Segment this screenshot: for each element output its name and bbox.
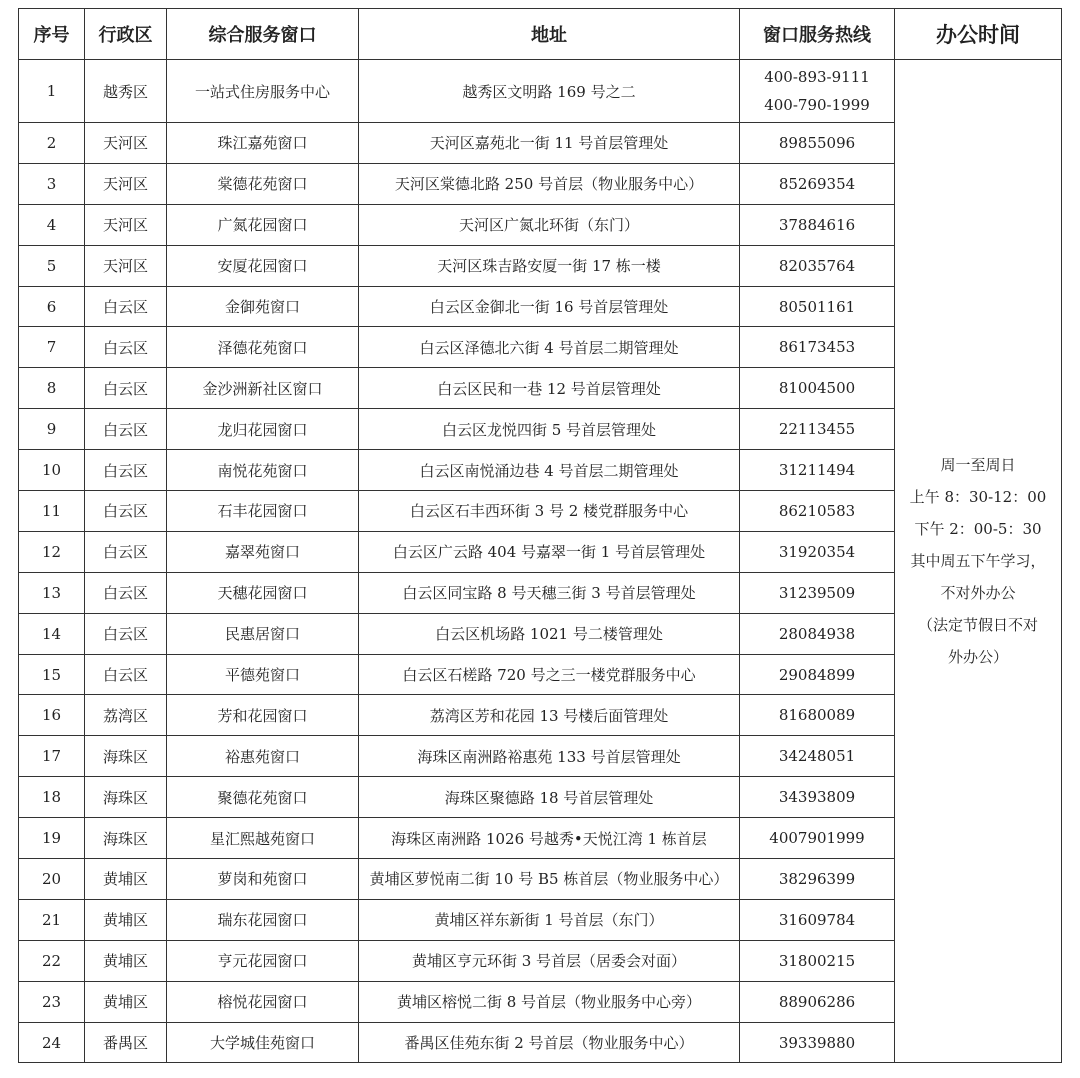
cell-window: 星汇熙越苑窗口 xyxy=(167,818,359,859)
cell-address: 海珠区聚德路 18 号首层管理处 xyxy=(359,777,740,818)
hotline-number: 85269354 xyxy=(778,174,856,193)
cell-district: 海珠区 xyxy=(85,777,167,818)
cell-seq: 1 xyxy=(19,60,85,123)
cell-address: 白云区石丰西环街 3 号 2 楼党群服务中心 xyxy=(359,491,740,532)
cell-hotline xyxy=(740,245,895,286)
service-window-table xyxy=(18,8,1062,1063)
cell-seq: 24 xyxy=(19,1022,85,1063)
cell-window: 民惠居窗口 xyxy=(167,613,359,654)
cell-address: 白云区南悦涌边巷 4 号首层二期管理处 xyxy=(359,450,740,491)
cell-hotline xyxy=(740,531,895,572)
cell-hotline xyxy=(740,163,895,204)
cell-window: 亨元花园窗口 xyxy=(167,940,359,981)
cell-district: 黄埔区 xyxy=(85,899,167,940)
hotline-number: 22113455 xyxy=(778,420,856,439)
cell-window: 龙归花园窗口 xyxy=(167,409,359,450)
header-district: 行政区 xyxy=(85,9,167,60)
hotline-number: 31800215 xyxy=(778,951,856,970)
hotline-number: 31239509 xyxy=(778,583,856,602)
header-hours: 办公时间 xyxy=(895,9,1062,60)
cell-district: 天河区 xyxy=(85,204,167,245)
cell-district: 黄埔区 xyxy=(85,981,167,1022)
cell-hotline xyxy=(740,1022,895,1063)
hotline-number: 80501161 xyxy=(778,297,856,316)
hotline-number: 39339880 xyxy=(778,1033,856,1052)
cell-district: 海珠区 xyxy=(85,736,167,777)
cell-hotline xyxy=(740,409,895,450)
cell-district: 海珠区 xyxy=(85,818,167,859)
hotline-number: 31609784 xyxy=(778,910,856,929)
cell-seq: 11 xyxy=(19,491,85,532)
cell-seq: 9 xyxy=(19,409,85,450)
cell-district: 番禺区 xyxy=(85,1022,167,1063)
hotline-number: 38296399 xyxy=(778,869,856,888)
cell-address: 白云区泽德北六街 4 号首层二期管理处 xyxy=(359,327,740,368)
hotline-number: 4007901999 xyxy=(769,829,865,848)
hotline-number: 37884616 xyxy=(778,215,856,234)
cell-seq: 20 xyxy=(19,859,85,900)
cell-window: 萝岗和苑窗口 xyxy=(167,859,359,900)
cell-seq: 15 xyxy=(19,654,85,695)
hotline-number: 400-790-1999 xyxy=(764,96,870,114)
hotline-number: 29084899 xyxy=(778,665,856,684)
hotline-number: 86210583 xyxy=(778,501,856,520)
cell-window: 平德苑窗口 xyxy=(167,654,359,695)
cell-address: 白云区同宝路 8 号天穗三街 3 号首层管理处 xyxy=(359,572,740,613)
cell-hotline xyxy=(740,613,895,654)
cell-hotline xyxy=(740,736,895,777)
cell-window: 广氮花园窗口 xyxy=(167,204,359,245)
cell-hotline xyxy=(740,204,895,245)
office-hours-line: 不对外办公 xyxy=(940,584,1016,603)
cell-window: 榕悦花园窗口 xyxy=(167,981,359,1022)
cell-window: 大学城佳苑窗口 xyxy=(167,1022,359,1063)
cell-hotline xyxy=(740,327,895,368)
cell-district: 白云区 xyxy=(85,286,167,327)
cell-window: 一站式住房服务中心 xyxy=(167,60,359,123)
cell-address: 白云区龙悦四街 5 号首层管理处 xyxy=(359,409,740,450)
cell-address: 天河区棠德北路 250 号首层（物业服务中心） xyxy=(359,163,740,204)
cell-address: 天河区嘉苑北一街 11 号首层管理处 xyxy=(359,123,740,164)
cell-district: 白云区 xyxy=(85,531,167,572)
cell-seq: 2 xyxy=(19,123,85,164)
table-body xyxy=(19,60,1062,1063)
hotline-number: 81004500 xyxy=(778,379,856,398)
cell-district: 白云区 xyxy=(85,654,167,695)
header-hotline: 窗口服务热线 xyxy=(740,9,895,60)
cell-district: 白云区 xyxy=(85,572,167,613)
cell-seq: 19 xyxy=(19,818,85,859)
table-header xyxy=(19,9,1062,60)
cell-window: 南悦花苑窗口 xyxy=(167,450,359,491)
cell-hotline xyxy=(740,899,895,940)
header-window: 综合服务窗口 xyxy=(167,9,359,60)
cell-address: 荔湾区芳和花园 13 号楼后面管理处 xyxy=(359,695,740,736)
cell-address: 白云区广云路 404 号嘉翠一街 1 号首层管理处 xyxy=(359,531,740,572)
cell-district: 白云区 xyxy=(85,491,167,532)
cell-window: 金御苑窗口 xyxy=(167,286,359,327)
cell-district: 越秀区 xyxy=(85,60,167,123)
cell-seq: 4 xyxy=(19,204,85,245)
cell-seq: 22 xyxy=(19,940,85,981)
cell-district: 天河区 xyxy=(85,245,167,286)
cell-window: 天穗花园窗口 xyxy=(167,572,359,613)
office-hours-line: 周一至周日 xyxy=(940,456,1016,475)
cell-seq: 7 xyxy=(19,327,85,368)
cell-hotline xyxy=(740,60,895,123)
cell-window: 金沙洲新社区窗口 xyxy=(167,368,359,409)
hotline-number: 28084938 xyxy=(778,624,856,643)
cell-window: 芳和花园窗口 xyxy=(167,695,359,736)
cell-window: 泽德花苑窗口 xyxy=(167,327,359,368)
cell-address: 天河区广氮北环街（东门） xyxy=(359,204,740,245)
cell-seq: 18 xyxy=(19,777,85,818)
office-hours-line: 其中周五下午学习， xyxy=(910,552,1046,571)
office-hours-line: 外办公） xyxy=(947,648,1008,667)
cell-hotline xyxy=(740,981,895,1022)
cell-window: 嘉翠苑窗口 xyxy=(167,531,359,572)
cell-window: 石丰花园窗口 xyxy=(167,491,359,532)
cell-address: 天河区珠吉路安厦一街 17 栋一楼 xyxy=(359,245,740,286)
cell-address: 番禺区佳苑东街 2 号首层（物业服务中心） xyxy=(359,1022,740,1063)
cell-address: 海珠区南洲路裕惠苑 133 号首层管理处 xyxy=(359,736,740,777)
cell-address: 海珠区南洲路 1026 号越秀•天悦江湾 1 栋首层 xyxy=(359,818,740,859)
cell-hotline xyxy=(740,368,895,409)
service-window-table-container xyxy=(18,8,1062,1063)
office-hours-line: （法定节假日不对 xyxy=(917,616,1038,635)
cell-district: 天河区 xyxy=(85,163,167,204)
cell-district: 白云区 xyxy=(85,450,167,491)
hotline-number: 89855096 xyxy=(778,133,856,152)
hotline-number: 82035764 xyxy=(778,256,856,275)
header-address: 地址 xyxy=(359,9,740,60)
hotline-number: 88906286 xyxy=(778,992,856,1011)
cell-window: 珠江嘉苑窗口 xyxy=(167,123,359,164)
office-hours-line: 上午 8：30-12：00 xyxy=(909,488,1047,507)
cell-window: 裕惠苑窗口 xyxy=(167,736,359,777)
cell-seq: 6 xyxy=(19,286,85,327)
cell-address: 黄埔区祥东新街 1 号首层（东门） xyxy=(359,899,740,940)
cell-hotline xyxy=(740,940,895,981)
hotline-number: 34248051 xyxy=(778,747,856,766)
cell-district: 白云区 xyxy=(85,368,167,409)
cell-hotline xyxy=(740,491,895,532)
cell-district: 荔湾区 xyxy=(85,695,167,736)
hotline-number: 81680089 xyxy=(778,706,856,725)
cell-window: 安厦花园窗口 xyxy=(167,245,359,286)
cell-seq: 3 xyxy=(19,163,85,204)
hotline-number: 34393809 xyxy=(778,788,856,807)
cell-address: 黄埔区亨元环街 3 号首层（居委会对面） xyxy=(359,940,740,981)
cell-seq: 12 xyxy=(19,531,85,572)
cell-seq: 23 xyxy=(19,981,85,1022)
office-hours-line: 下午 2：00-5：30 xyxy=(914,520,1042,539)
cell-district: 白云区 xyxy=(85,409,167,450)
cell-address: 白云区石槎路 720 号之三一楼党群服务中心 xyxy=(359,654,740,695)
hotline-number: 31920354 xyxy=(778,542,856,561)
cell-hotline xyxy=(740,123,895,164)
cell-hotline xyxy=(740,695,895,736)
hotline-number: 31211494 xyxy=(778,461,856,480)
cell-address: 白云区机场路 1021 号二楼管理处 xyxy=(359,613,740,654)
cell-hotline xyxy=(740,859,895,900)
cell-hotline xyxy=(740,818,895,859)
cell-address: 白云区金御北一街 16 号首层管理处 xyxy=(359,286,740,327)
cell-seq: 10 xyxy=(19,450,85,491)
cell-district: 白云区 xyxy=(85,613,167,654)
cell-hotline xyxy=(740,572,895,613)
cell-seq: 8 xyxy=(19,368,85,409)
cell-hotline xyxy=(740,654,895,695)
cell-hotline xyxy=(740,286,895,327)
cell-seq: 14 xyxy=(19,613,85,654)
cell-address: 黄埔区萝悦南二街 10 号 B5 栋首层（物业服务中心） xyxy=(359,859,740,900)
cell-window: 棠德花苑窗口 xyxy=(167,163,359,204)
cell-district: 天河区 xyxy=(85,123,167,164)
cell-seq: 17 xyxy=(19,736,85,777)
hotline-number: 86173453 xyxy=(778,338,856,357)
header-seq: 序号 xyxy=(19,9,85,60)
cell-seq: 5 xyxy=(19,245,85,286)
cell-seq: 13 xyxy=(19,572,85,613)
cell-district: 黄埔区 xyxy=(85,859,167,900)
cell-address: 白云区民和一巷 12 号首层管理处 xyxy=(359,368,740,409)
cell-window: 聚德花苑窗口 xyxy=(167,777,359,818)
cell-hotline xyxy=(740,450,895,491)
cell-address: 越秀区文明路 169 号之二 xyxy=(359,60,740,123)
cell-seq: 21 xyxy=(19,899,85,940)
cell-office-hours xyxy=(895,60,1062,1063)
cell-seq: 16 xyxy=(19,695,85,736)
cell-hotline xyxy=(740,777,895,818)
hotline-number: 400-893-9111 xyxy=(764,68,870,86)
table-row xyxy=(19,60,1062,123)
cell-window: 瑞东花园窗口 xyxy=(167,899,359,940)
cell-district: 白云区 xyxy=(85,327,167,368)
cell-district: 黄埔区 xyxy=(85,940,167,981)
cell-address: 黄埔区榕悦二街 8 号首层（物业服务中心旁） xyxy=(359,981,740,1022)
